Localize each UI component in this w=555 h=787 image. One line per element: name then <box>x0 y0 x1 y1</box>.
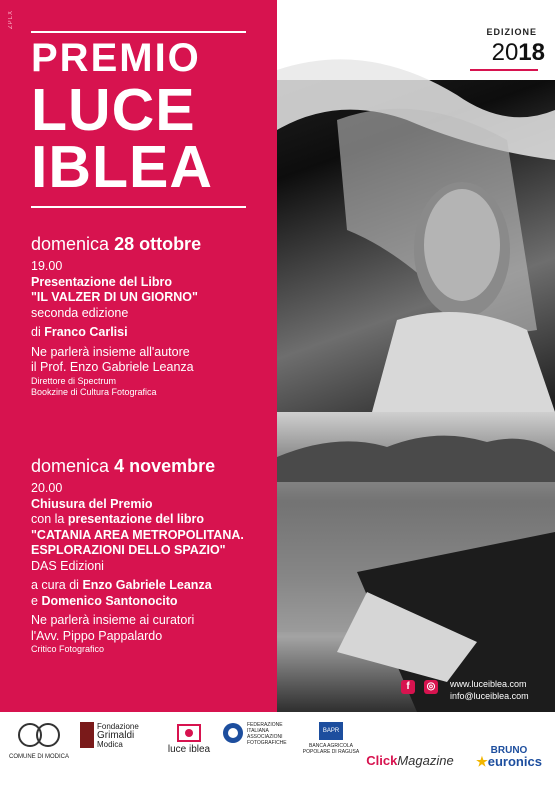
click-label: Click <box>366 753 398 768</box>
event-1-role-2: Bookzine di Cultura Fotografica <box>31 386 157 397</box>
title-line-2: LUCE <box>31 77 196 143</box>
event-1 <box>31 233 271 398</box>
event-2-book-1: "CATANIA AREA METROPOLITANA. <box>31 527 244 542</box>
event-2-curator-prefix-1: a cura di <box>31 578 79 592</box>
clickmagazine-logo <box>362 753 458 768</box>
comune-label: COMUNE DI MODICA <box>9 754 69 760</box>
event-1-role-1: Direttore di Spectrum <box>31 375 117 386</box>
event-2-heading: Chiusura del Premio <box>31 496 153 511</box>
website-link[interactable]: www.luceiblea.com <box>450 679 527 689</box>
title-line-1: PREMIO <box>31 36 201 80</box>
facebook-icon[interactable]: f <box>401 680 415 694</box>
event-2-talk-2: l'Avv. Pippo Pappalardo <box>31 628 163 643</box>
event-1-author <box>31 325 271 341</box>
grimaldi-line-3: Modica <box>97 740 123 749</box>
edition-rule <box>470 69 538 71</box>
event-2-publisher: DAS Edizioni <box>31 558 104 573</box>
euronics-row <box>470 754 548 769</box>
event-1-date-prefix: domenica <box>31 234 110 254</box>
magazine-label: Magazine <box>397 753 454 768</box>
fiaf-line-2: ITALIANA <box>247 728 269 734</box>
event-1-heading: Presentazione del Libro <box>31 274 173 289</box>
grimaldi-mark-icon <box>80 722 94 748</box>
bapr-mark-icon: BAPR <box>319 722 343 740</box>
fiaf-globe-icon <box>222 722 244 744</box>
event-2-line-bold: presentazione del libro <box>67 512 204 526</box>
portrait-photo <box>277 0 555 412</box>
title-line-3: IBLEA <box>31 134 213 200</box>
event-2-curator-prefix-2: e <box>31 593 38 608</box>
grimaldi-line-2: Grimaldi <box>97 730 135 741</box>
grimaldi-line-1: Fondazione <box>97 722 139 731</box>
event-1-author-name: Franco Carlisi <box>44 325 128 339</box>
bapr-line-1: BANCA AGRICOLA <box>309 743 353 749</box>
fiaf-logo <box>222 722 302 746</box>
event-2-line-prefix: con la <box>31 512 65 526</box>
event-2-line <box>31 512 271 528</box>
event-1-book: "IL VALZER DI UN GIORNO" <box>31 290 198 304</box>
sponsor-footer <box>0 712 555 787</box>
edition-year-prefix: 20 <box>491 39 519 66</box>
edition-label: EDIZIONE <box>486 27 537 37</box>
event-2-curator-2 <box>31 594 271 610</box>
event-2 <box>31 455 271 655</box>
event-2-curator-1 <box>31 578 271 594</box>
bruno-label: BRUNO <box>490 745 528 756</box>
event-1-date-day: 28 ottobre <box>114 234 202 254</box>
title-rule-bottom <box>31 206 246 208</box>
event-1-author-prefix: di <box>31 325 41 339</box>
event-2-curator-name-1: Enzo Gabriele Leanza <box>82 578 212 592</box>
comune-crest-icon <box>17 722 61 748</box>
contact-block <box>450 678 529 702</box>
fiaf-line-3: ASSOCIAZIONI <box>247 734 283 740</box>
fiaf-line-1: FEDERAZIONE <box>247 722 283 728</box>
title-rule-top <box>31 31 246 33</box>
side-code: ZPLX <box>8 10 14 30</box>
luce-iblea-logo <box>160 722 218 754</box>
email-link[interactable]: info@luceiblea.com <box>450 691 529 701</box>
aerial-city-illustration <box>277 412 555 712</box>
fiaf-line-4: FOTOGRAFICHE <box>247 740 287 746</box>
fondazione-grimaldi-logo <box>80 722 150 749</box>
instagram-icon[interactable]: ◎ <box>424 680 438 694</box>
euronics-label: euronics <box>487 754 542 769</box>
star-icon: ★ <box>476 754 488 769</box>
event-2-time: 20.00 <box>31 481 63 495</box>
left-panel <box>0 0 277 712</box>
luce-label: luce iblea <box>167 744 211 755</box>
bruno-euronics-logo <box>470 745 548 769</box>
event-2-date <box>31 455 271 477</box>
bapr-logo <box>300 722 362 755</box>
bapr-line-2: POPOLARE DI RAGUSA <box>302 749 360 755</box>
event-2-talk-1: Ne parlerà insieme ai curatori <box>31 613 195 627</box>
edition-year <box>492 39 545 67</box>
event-2-curator-name-2: Domenico Santonocito <box>41 593 178 608</box>
event-1-date <box>31 233 271 255</box>
event-2-date-prefix: domenica <box>31 456 110 476</box>
event-1-time: 19.00 <box>31 259 63 273</box>
event-2-date-day: 4 novembre <box>114 456 216 476</box>
city-aerial-photo <box>277 412 555 712</box>
event-1-talk-2: il Prof. Enzo Gabriele Leanza <box>31 360 194 374</box>
camera-icon <box>177 722 201 742</box>
event-1-talk-1: Ne parlerà insieme all'autore <box>31 344 190 359</box>
edition-year-suffix: 18 <box>518 39 545 66</box>
event-1-edition-note: seconda edizione <box>31 305 129 320</box>
event-2-role: Critico Fotografico <box>31 644 105 654</box>
comune-modica-logo <box>8 722 70 762</box>
event-2-book-2: ESPLORAZIONI DELLO SPAZIO" <box>31 543 226 557</box>
